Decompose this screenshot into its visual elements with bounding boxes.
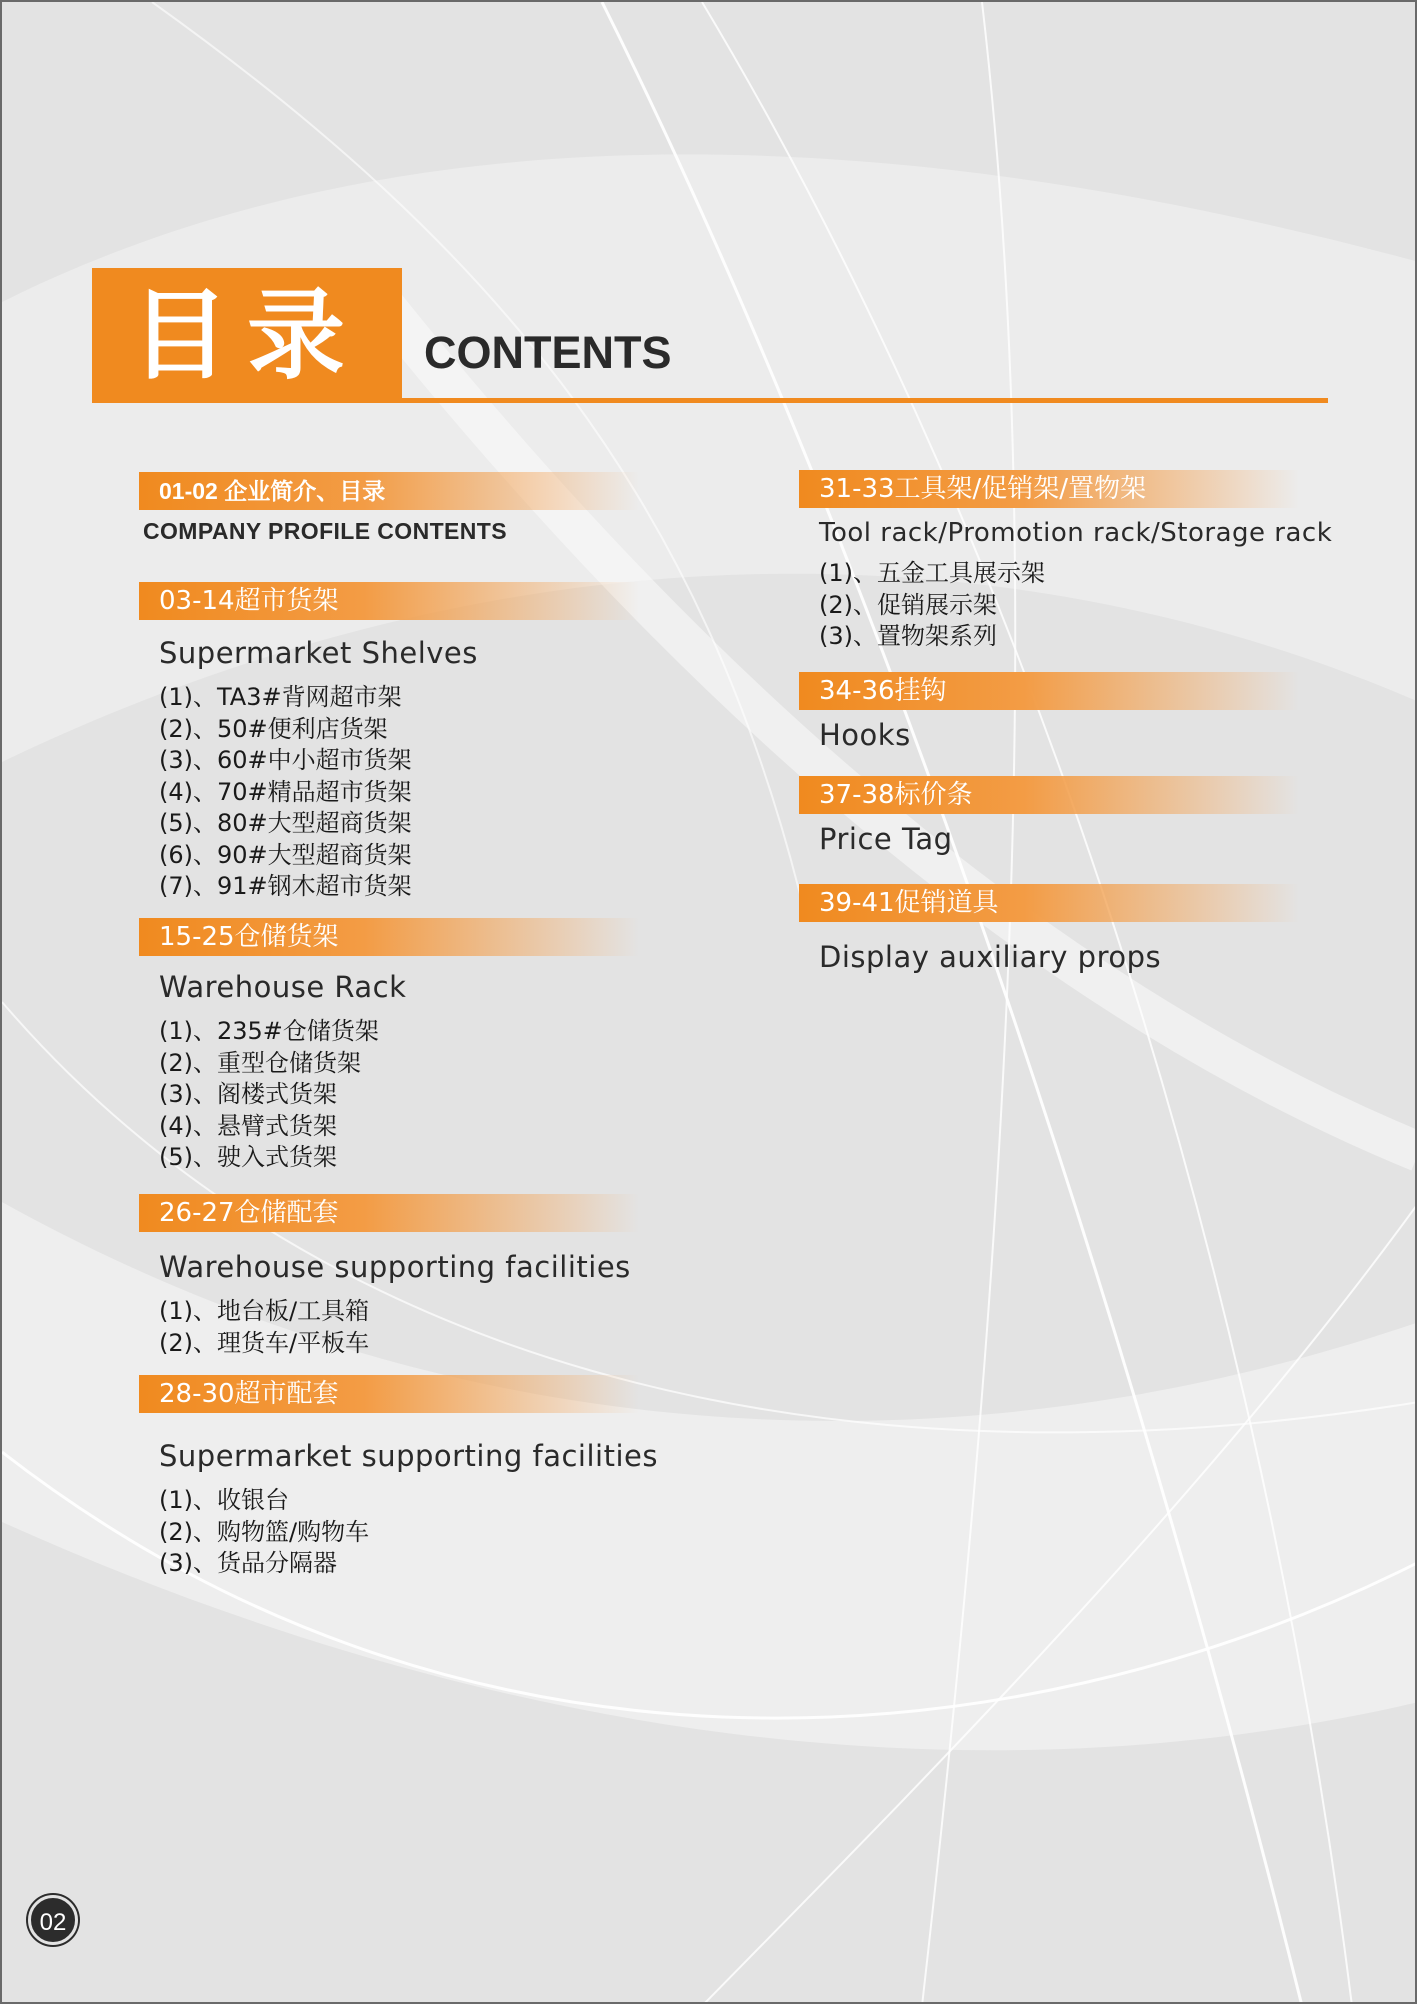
list-item: (5)、驶入式货架 <box>159 1143 337 1171</box>
list-item: (2)、理货车/平板车 <box>159 1328 370 1357</box>
section-heading: 03-14超市货架 <box>139 582 639 620</box>
section-heading: 37-38标价条 <box>799 776 1299 814</box>
list-item: (7)、91#钢木超市货架 <box>159 872 412 900</box>
section-price-tag <box>799 776 1299 856</box>
section-subtitle: COMPANY PROFILE CONTENTS <box>143 518 507 544</box>
list-item: (5)、80#大型超商货架 <box>159 809 412 837</box>
list-item: (1)、TA3#背网超市架 <box>159 683 402 711</box>
section-warehouse-rack <box>139 918 639 1174</box>
list-item: (2)、促销展示架 <box>819 590 997 619</box>
item-list <box>159 1296 639 1359</box>
section-company-profile <box>139 472 639 545</box>
section-subtitle: Warehouse Rack <box>159 970 407 1004</box>
list-item: (1)、地台板/工具箱 <box>159 1297 370 1325</box>
section-hooks <box>799 672 1299 752</box>
item-list <box>159 1016 639 1174</box>
section-supermarket-supporting <box>139 1375 658 1580</box>
section-subtitle: Supermarket Shelves <box>159 636 478 670</box>
section-subtitle: Tool rack/Promotion rack/Storage rack <box>819 518 1333 548</box>
section-subtitle: Supermarket supporting facilities <box>159 1439 658 1473</box>
item-list <box>159 682 639 903</box>
section-subtitle: Hooks <box>819 718 911 752</box>
section-subtitle: Warehouse supporting facilities <box>159 1250 631 1284</box>
list-item: (3)、阁楼式货架 <box>159 1080 337 1108</box>
section-tool-rack <box>799 470 1332 653</box>
section-subtitle: Price Tag <box>819 822 953 856</box>
section-heading: 34-36挂钩 <box>799 672 1299 710</box>
list-item: (2)、重型仓储货架 <box>159 1048 361 1077</box>
list-item: (4)、70#精品超市货架 <box>159 777 412 806</box>
page-title-english: CONTENTS <box>424 327 672 378</box>
page-number: 02 <box>28 1895 78 1945</box>
section-heading: 26-27仓储配套 <box>139 1194 639 1232</box>
section-heading: 39-41促销道具 <box>799 884 1299 922</box>
item-list <box>819 558 1332 653</box>
section-heading: 15-25仓储货架 <box>139 918 639 956</box>
section-display-props <box>799 884 1299 974</box>
list-item: (1)、收银台 <box>159 1486 289 1514</box>
section-subtitle: Display auxiliary props <box>819 940 1162 974</box>
section-supermarket-shelves <box>139 582 639 903</box>
list-item: (2)、50#便利店货架 <box>159 714 388 743</box>
list-item: (2)、购物篮/购物车 <box>159 1517 370 1546</box>
section-heading: 01-02 企业简介、目录 <box>139 472 639 510</box>
page-title-chinese: 目录 <box>130 277 363 393</box>
list-item: (6)、90#大型超商货架 <box>159 840 412 869</box>
section-heading: 31-33工具架/促销架/置物架 <box>799 470 1299 508</box>
item-list <box>159 1485 658 1580</box>
list-item: (3)、置物架系列 <box>819 622 997 650</box>
list-item: (1)、235#仓储货架 <box>159 1017 379 1045</box>
list-item: (1)、五金工具展示架 <box>819 559 1045 587</box>
title-block <box>92 268 402 403</box>
title-underline <box>92 398 1328 403</box>
section-heading: 28-30超市配套 <box>139 1375 639 1413</box>
list-item: (4)、悬臂式货架 <box>159 1111 337 1140</box>
list-item: (3)、货品分隔器 <box>159 1549 337 1577</box>
list-item: (3)、60#中小超市货架 <box>159 746 412 774</box>
section-warehouse-supporting <box>139 1194 639 1359</box>
